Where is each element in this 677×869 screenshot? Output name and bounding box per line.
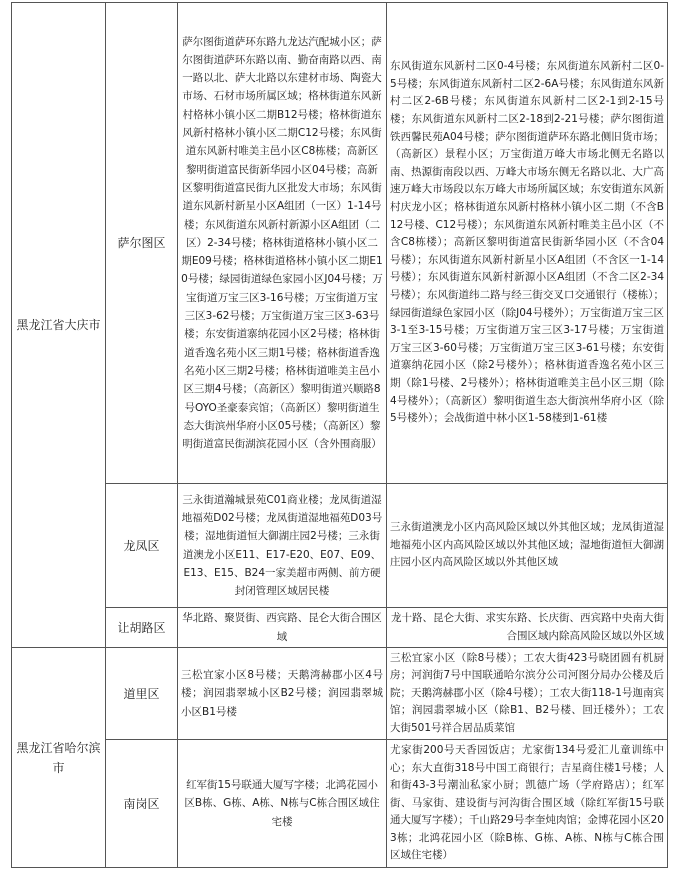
low-risk-cell: 三松宜家小区（除8号楼）；工农大街423号晓团圆有机厨房；河润街7号中国联通哈尔滨分公司河图分局办公楼及后院；天鹅湾赫郡小区（除4号楼）；工农大街118-1号迦南宾馆；润园翡翠城小区（除B1、B2号楼、回迁楼外）；工农大街501号祥合居品质菜馆 [387,648,668,740]
medium-risk-cell: 三松宜家小区8号楼；天鹅湾赫郡小区4号楼；润园翡翠城小区B2号楼；润园翡翠城小区B1号楼 [178,648,387,740]
low-risk-cell: 三永街道澳龙小区内高风险区域以外其他区域；龙凤街道湿地福苑小区内高风险区域以外其他区域；湿地街道恒大御湖庄园小区内高风险区域以外其他区域 [387,484,668,608]
province-cell: 黑龙江省大庆市 [12,3,106,648]
risk-area-table [11,2,668,868]
district-cell: 萨尔图区 [106,3,178,484]
table-row [12,740,668,868]
district-cell: 龙凤区 [106,484,178,608]
table-row [12,608,668,648]
table-row [12,3,668,484]
low-risk-cell: 东风街道东风新村二区0-4号楼；东风街道东风新村二区0-5号楼；东风街道东风新村二区2-6A号楼；东风街道东风新村二区2-6B号楼；东风街道东风新村二区2-1到2-15号楼；东风街道东风新村二区2-18到2-21号楼；萨尔图街道铁西馨民苑A04号楼；萨尔图街道萨环东路北侧旧货市场；（高新区）景程小区；万宝街道万峰大市场北侧无名路以南、热源街南段以西、万峰大市场东侧无名路以北、大广高速万峰大市场段以东万峰大市场所属区域；东安街道东风新村庆龙小区；格林街道东风新村格林小镇小区二期（不含B12号楼、C12号楼）；东风街道东风新村唯美主邑小区（不含C8栋楼）；高新区黎明街道富民街新华园小区（不含04号楼）；东风街道东风新村新星小区A组团（不含区一1-14号楼）；东风街道东风新村新源小区A组团（不含二区2-34号楼）；东风街道纬二路与经三街交叉口交通银行（楼栋）；绿园街道绿色家园小区（除J04号楼外）；万宝街道万宝三区3-1至3-15号楼；万宝街道万宝三区3-17号楼；万宝街道万宝三区3-60号楼；万宝街道万宝三区3-61号楼；东安街道寨纳花园小区（除2号楼外）；格林街道香逸名苑小区三期（除1号楼、2号楼外）；格林街道唯美主邑小区三期（除4号楼外）；（高新区）黎明街道生态大街滨州华府小区（除5号楼外）；会战街道中林小区1-58楼到1-61楼 [387,3,668,484]
district-cell: 南岗区 [106,740,178,868]
table-row [12,648,668,740]
medium-risk-cell: 华北路、聚贤街、西宾路、昆仑大街合围区域 [178,608,387,648]
province-cell: 黑龙江省哈尔滨市 [12,648,106,868]
medium-risk-cell: 萨尔图街道萨环东路九龙达汽配城小区；萨尔图街道萨环东路以南、勤奋南路以西、南一路以北、萨大北路以东建材市场、陶瓷大市场、石材市场所属区域；格林街道东风新村格林小镇小区二期B12号楼；格林街道东风新村格林小镇小区二期C12号楼；东风街道东风新村唯美主邑小区C8栋楼；高新区黎明街道富民街新华园小区04号楼；高新区黎明街道富民街九区批发大市场；东风街道东风新村新星小区A组团（一区）1-14号楼；东风街道东风新村新源小区A组团（二区）2-34号楼；格林街道格林小镇小区二期E09号楼；格林街道格林小镇小区二期E10号楼；绿园街道绿色家园小区J04号楼；万宝街道万宝三区3-16号楼；万宝街道万宝三区3-62号楼；万宝街道万宝三区3-63号楼；东安街道寨纳花园小区2号楼；格林街道香逸名苑小区三期1号楼；格林街道香逸名苑小区三期2号楼；格林街道唯美主邑小区三期4号楼；（高新区）黎明街道兴顺路8号OYO圣豪泰宾馆；（高新区）黎明街道生态大街滨州华府小区05号楼；（高新区）黎明街道富民街湖滨花园小区（含外围商服） [178,3,387,484]
medium-risk-cell: 三永街道瀚城景苑C01商业楼；龙凤街道湿地福苑D02号楼；龙凤街道湿地福苑D03号楼；湿地街道恒大御湖庄园2号楼；三永街道澳龙小区E11、E17-E20、E07、E09、E13、E15、B24一家美超市两侧、前方硬封闭管理区域居民楼 [178,484,387,608]
district-cell: 道里区 [106,648,178,740]
table-row [12,484,668,608]
medium-risk-cell: 红军街15号联通大厦写字楼；北鸿花园小区B栋、G栋、A栋、N栋与C栋合围区域住宅楼 [178,740,387,868]
low-risk-cell: 龙十路、昆仑大街、求实东路、长庆街、西宾路中央南大街合围区域内除高风险区域以外区域 [387,608,668,648]
district-cell: 让胡路区 [106,608,178,648]
low-risk-cell: 尤家街200号天香园饭店；尤家街134号爱汇儿童训练中心；东大直街318号中国工商银行；吉星商住楼1号楼；人和街43-3号潮汕私家小厨；凯德广场（学府路店）；红军街、马家街、建设街与河沟街合围区域（除红军街15号联通大厦写字楼）；千山路29号李奎炖肉馆；金博花园小区203栋；北鸿花园小区（除B栋、G栋、A栋、N栋与C栋合围区域住宅楼） [387,740,668,868]
